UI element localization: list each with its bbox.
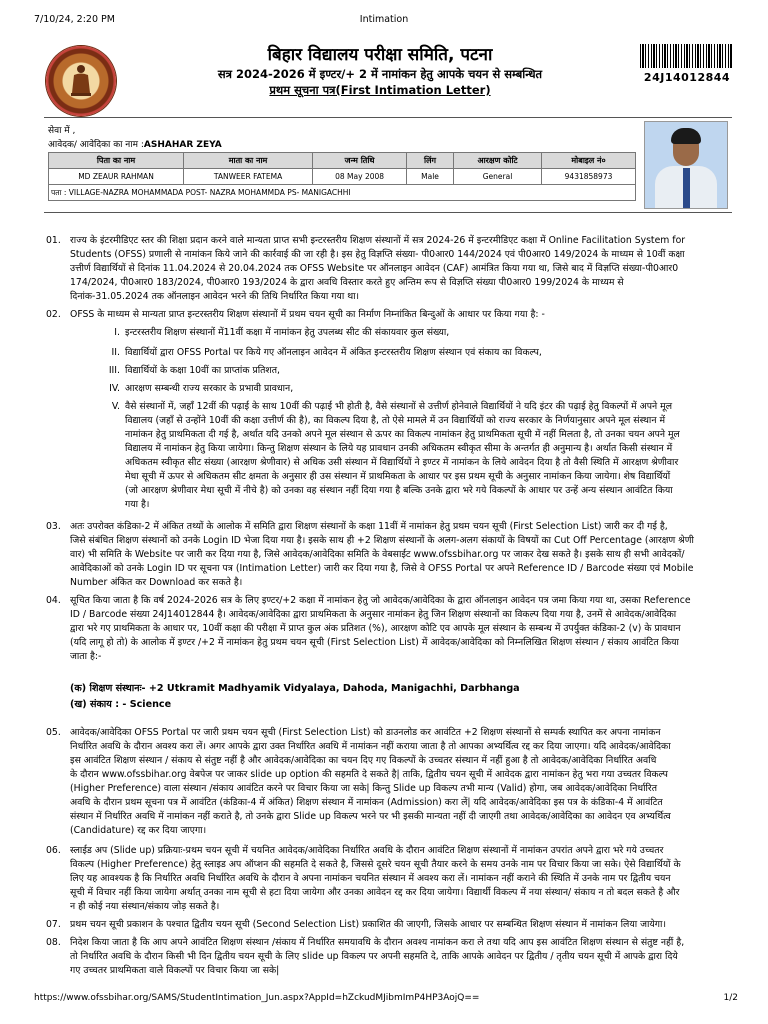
line: वैसे संस्थानों में, जहाँ 12वीं की पढ़ाई के साथ 10वीं की पढ़ाई भी होती है, वैसे संस्थानों से उत्तीर्ण होनेवाले विद्यार्थियों ने यदि इंटर की पढ़ाई हेतु विकल्पों में अपने मूल xyxy=(125,401,673,412)
sub-number: II. xyxy=(111,347,120,358)
date-of-birth: 08 May 2008 xyxy=(313,169,407,185)
header-gender: लिंग xyxy=(407,153,454,169)
line: तो निर्धारित अवधि के दौरान किसी भी दिन द्वितीय चयन सूची के लिए slide up विकल्प पर अपनी सहमति दे, ताकि आपके आवेदन पर द्वितीय / तृतीय चयन सूची में आपके द्वारा दिये xyxy=(70,951,678,962)
letter-title: प्रथम सूचना पत्र(First Intimation Letter) xyxy=(269,83,491,97)
paragraph-08 xyxy=(70,936,730,978)
sub-number: IV. xyxy=(109,383,120,394)
address-row xyxy=(49,185,636,201)
line: वार) भी समिति के Website पर जारी कर दिया गया है, जिसे आवेदक/आवेदिका समिति के वेबसाईट www.ofssbihar.org पर जाकर देख सकते है। इसके साथ ही सभी आवेदकों/ xyxy=(70,549,685,560)
line: आवेदक/आवेदिका OFSS Portal पर जारी प्रथम चयन सूची (First Selection List) को डाउनलोड कर आवंटित +2 शिक्षण संस्थानों से सम्पर्क स्थापित कर अपना नामांकन xyxy=(70,727,661,738)
sub-item-1 xyxy=(125,326,730,340)
para-number: 05. xyxy=(46,727,61,738)
line: जाता है:- xyxy=(70,651,102,662)
header-dob: जन्म तिथि xyxy=(313,153,407,169)
letter-subtitle: सत्र 2024-2026 में इण्टर/+ 2 में नामांकन हेतु आपके चयन से सम्बन्धित xyxy=(217,67,543,81)
paragraph-01 xyxy=(70,234,730,304)
line: अधिकतम स्वीकृत सीट संख्या (आरक्षण श्रेणीवार) से अधिक उसी संस्थान में विद्यार्थियों ने इण्टर में नामांकन के लिये आवेदन दिया है तो वैसी स्थिति में आरक्षण श्रेणीवार xyxy=(125,457,679,468)
divider xyxy=(44,212,732,213)
line: दिनांक-31.05.2024 तक ऑनलाइन आवेदन भरने की तिथि निर्धारित किया गया था। xyxy=(70,291,360,302)
line: प्रथम चयन सूची प्रकाशन के पश्चात द्वितीय चयन सूची (Second Selection List) प्रकाशित की जाएगी, जिसके आधार पर सम्बन्धित शिक्षण संस्थान में नामांकन लिया जायेगा। xyxy=(70,919,666,930)
allotted-faculty: (ख) संकाय : - Science xyxy=(70,699,172,710)
print-header xyxy=(0,14,768,30)
applicant-label: आवेदक/ आवेदिका का नाम : xyxy=(48,140,144,150)
divider xyxy=(44,117,732,118)
address: पता : VILLAGE-NAZRA MOHAMMADA POST- NAZRA MOHAMMDA PS- MANIGACHHI xyxy=(49,185,636,201)
line: ID / Barcode संख्या 24J14012844 है। आवेदक/आवेदिका द्वारा प्राथमिकता के अनुसार नामांकन हेतु जिन शिक्षण संस्थानों का विकल्प दिया गया है, उनमें से आवेदक/आवेदिका xyxy=(70,609,677,620)
print-datetime: 7/10/24, 2:20 PM xyxy=(34,14,115,25)
page-number: 1/2 xyxy=(723,993,738,1003)
salutation: सेवा में , xyxy=(48,126,76,136)
line: विद्यार्थियों द्वारा OFSS Portal पर किये गए ऑनलाइन आवेदन में अंकित इन्टरस्तरीय शिक्षण संस्थान एवं संकाय का विकल्प, xyxy=(125,347,542,358)
applicant-name: ASHAHAR ZEYA xyxy=(143,140,222,150)
line: सूचित किया जाता है कि वर्ष 2024-2026 सत्र के लिए इण्टर/+2 कक्षा में नामांकन हेतु जो आवेदक/आवेदिका के द्वारा ऑनलाइन आवेदन पत्र जमा किया गया था, उसका Reference xyxy=(70,595,691,606)
line: नामांकन हेतु प्राथमिकता दी गई है, अर्थात यदि उनको अपने मूल संस्थान से ऊपर का विकल्प नामांकन हेतु प्राथमिकता सूची में नहीं मिलता है, तो उनका चयन अपने मूल xyxy=(125,429,680,440)
paragraph-03 xyxy=(70,520,730,590)
seal-figure-icon xyxy=(69,63,93,97)
table-row xyxy=(49,169,636,185)
sub-number: I. xyxy=(114,327,120,338)
reservation-category: General xyxy=(453,169,541,185)
line: (Higher Preference) वाला संस्थान /संकाय आवंटित करने पर विचार किया जा सके| किन्तु Slide up विकल्प तभी मान्य (Valid) होगा, जब आवेदक/आवेदिका निर्धारित xyxy=(70,783,658,794)
line: विद्यार्थियों के कक्षा 10वीं का प्राप्तांक प्रतिशत, xyxy=(125,365,281,376)
mobile-number: 9431858973 xyxy=(542,169,636,185)
sub-item-3 xyxy=(125,364,730,378)
line: आवेदिकाओं को उनके Login ID पर सूचना पत्र (Intimation Letter) जारी कर दिया गया है, जिसे वे OFSS Portal पर अपने Reference ID / Barcode संख्या एवं Mobile xyxy=(70,563,694,574)
line: OFSS के माध्यम से मान्यता प्राप्त इन्टरस्तरीय शिक्षण संस्थानों में प्रथम चयन सूची का निर्माण निम्नांकित बिन्दुओं के आधार पर किया गया है: - xyxy=(70,309,545,320)
paragraph-04 xyxy=(70,594,730,664)
line: संस्थान में निर्धारित अवधि में नामांकन नहीं कराते है, तो उनके द्वारा Slide up विकल्प भरने पर भी इसकी मान्यता नहीं दी जाएगी तथा आवेदक/आवेदिका का आवेदन एव अभ्यर्थित्व xyxy=(70,811,671,822)
line: द्वारा भरे गए प्राथमिकता के आधार पर, 10वीं कक्षा की परीक्षा में प्राप्त कुल अंक प्रतिशत (%), आरक्षण कोटि एव आपके मूल संस्थान के सम्बन्ध में उपर्युक्त कंडिका-2 (v) के प्रावधान xyxy=(70,623,681,634)
allotted-institution: (क) शिक्षण संस्थानः- +2 Utkramit Madhyamik Vidyalaya, Dahoda, Manigachhi, Darbhanga xyxy=(70,683,520,694)
sub-item-4 xyxy=(125,382,730,396)
line: सूची में विचार नहीं किया जायेगा अर्थात् उनका नाम सूची से हटा दिया जायेगा और उनका आवेदन रद्द कर दिया जायेगा। विद्यार्थी विकल्प में नया संस्थान/ संकाय न तो बदल सकते है और xyxy=(70,887,680,898)
board-name: बिहार विद्यालय परीक्षा समिति, पटना xyxy=(267,45,493,65)
header-mobile: मोबाइल नं० xyxy=(542,153,636,169)
para-number: 01. xyxy=(46,235,61,246)
paragraph-07 xyxy=(70,918,730,932)
mother-name: TANWEER FATEMA xyxy=(184,169,313,185)
line: (Candidature) रद्द कर दिया जाएगा। xyxy=(70,825,207,836)
paragraph-02 xyxy=(70,308,730,322)
line: निदेश किया जाता है कि आप अपने आवंटित शिक्षण संस्थान /संकाय में निर्धारित समयावधि के दौरान अवश्य नामांकन करा ले तथा यदि आप इस आवंटित शिक्षण संस्थान से संतुष्ट नहीं है, xyxy=(70,937,685,948)
line: (यदि लागू हो तो) के आलोक में इण्टर /+2 में नामांकन हेतु प्रथम चयन सूची (First Selection List) में आवेदक/आवेदिका को निम्नलिखित शिक्षण संस्थान / संकाय आवंटित किया xyxy=(70,637,679,648)
para-number: 06. xyxy=(46,845,61,856)
sub-item-2 xyxy=(125,346,730,360)
line: मेधा सूची में ऊपर से अधिकतम सीट क्षमता के अनुसार ही उस संस्थान में प्राथमिकता के आधार पर इस प्रथम सूची के अनुसार नामांकन किया जायेगा। शेष विद्यार्थियों xyxy=(125,471,671,482)
para-number: 08. xyxy=(46,937,61,948)
line: राज्य के इंटरमीडिएट स्तर की शिक्षा प्रदान करने वाले मान्यता प्राप्त सभी इन्टरस्तरीय शिक्षण संस्थानों में सत्र 2024-26 में इन्टरमीडिएट कक्षा में Online Facilitation System for xyxy=(70,235,686,246)
para-number: 07. xyxy=(46,919,61,930)
line: उत्तीर्ण विद्यार्थियों से दिनांक 11.04.2024 से 20.04.2024 तक OFSS Website पर ऑनलाइन आवेदन (CAF) आमंत्रित किया गया था, जिसे बाद में विज्ञप्ति संख्या-पी0आर0 xyxy=(70,263,679,274)
line: के दौरान www.ofssbihar.org वेबपेज पर जाकर slide up option की सहमति दे सकते है| ताकि, द्वितीय चयन सूची में आवेदक द्वारा नामांकन हेतु भरा गया उच्चतर विकल्प xyxy=(70,769,668,780)
gender: Male xyxy=(407,169,454,185)
line: इन्टरस्तरीय शिक्षण संस्थानों में11वीं कक्षा में नामांकन हेतु उपलब्ध सीट की संकायवार कुल संख्या, xyxy=(125,327,450,338)
applicant-photo xyxy=(644,121,728,209)
line: निर्धारित अवधि के दौरान अवश्य करा लें। अगर आपके द्वारा उक्त निर्धारित अवधि में नामांकन नहीं कराया जाता है तो आपका अभ्यर्थित्व रद्द कर दिया जाएगा। यदि आवेदक/आवेदिका xyxy=(70,741,671,752)
line: आरक्षण सम्बन्धी राज्य सरकार के प्रभावी प्रावधान, xyxy=(125,383,294,394)
line: Number अंकित कर Download कर सकते है। xyxy=(70,577,243,588)
reference-id: 24J14012844 xyxy=(643,71,731,84)
line: (जो आरक्षण श्रेणीवार मेधा सूची में नीचे है) को उनका वह संस्थान नहीं दिया गया है बल्कि उनके द्वारा भरे गये विकल्पों के आधार पर उन्हें अन्य संस्थान आवंटित किया xyxy=(125,485,673,496)
line: विद्यालय (जहाँ से उन्होंने 10वीं की कक्षा उत्तीर्ण की है), का विकल्प दिया है, तो ऐसे मामले में उन विद्यार्थियों को राज्य सरकार के निर्णयानुसार अपने मूल संस्थान में xyxy=(125,415,666,426)
sub-number: V. xyxy=(111,401,120,412)
para-number: 04. xyxy=(46,595,61,606)
header-category: आरक्षण कोटि xyxy=(453,153,541,169)
line: जिसे संबंधित शिक्षण संस्थानों को उनके Login ID भेजा दिया गया है। इसके साथ ही +2 शिक्षण संस्थानों के अलग-अलग संकायों के विषयों का Cut Off Percentage (आरक्षण श्रेणी xyxy=(70,535,694,546)
sub-item-5 xyxy=(125,400,730,512)
line: अतः उपरोक्त कंडिका-2 में अंकित तथ्यों के आलोक में समिति द्वारा शिक्षण संस्थानों के कक्षा 11वीं में नामांकन हेतु प्रथम चयन सूची (First Selection List) जारी कर दी गई है, xyxy=(70,521,668,532)
letter-header xyxy=(140,44,620,98)
print-footer xyxy=(0,993,768,1007)
line: विकल्प (Higher Preference) हेतु स्लाइड अप ऑप्शन की सहमति दे सकते है, जिससे दूसरे चयन सूची तैयार करने के समय उनके नाम पर विचार किया जा सके। ऐसे विद्यार्थियों के xyxy=(70,859,681,870)
para-number: 02. xyxy=(46,309,61,320)
line: Students (OFSS) प्रणाली से नामांकन किये जाने की कार्रवाई की जा रही है। इस हेतु विज्ञप्ति संख्या- पी0आर0 144/2024 एवं पी0आर0 149/2024 के माध्यम से 10वीं कक्षा xyxy=(70,249,685,260)
applicant-name-line xyxy=(48,137,222,150)
line: अवधि के दौरान प्रथम सूचना पत्र में आवंटित (कंडिका-4 में अंकित) शिक्षण संस्थान में नामांकन (Admission) करा लें| यदि आवेदक/आवेदिका इस पत्र के कंडिका-4 में आवंटित xyxy=(70,797,663,808)
print-title: Intimation xyxy=(359,14,409,25)
page-url: https://www.ofssbihar.org/SAMS/StudentIntimation_Jun.aspx?AppId=hZckudMJibmImP4HP3AojQ== xyxy=(34,993,480,1003)
sub-number: III. xyxy=(108,365,120,376)
paragraph-05 xyxy=(70,726,730,838)
barcode-image xyxy=(640,44,732,68)
paragraph-06 xyxy=(70,844,730,914)
father-name: MD ZEAUR RAHMAN xyxy=(49,169,184,185)
line: स्लाईड अप (Slide up) प्रक्रियाः-प्रथम चयन सूची में चयनित आवेदक/आवेदिका निर्धारित अवधि के दौरान आवंटित शिक्षण संस्थानों में नामांकन उपरांत अपने द्वारा भरे गये उच्चतर xyxy=(70,845,664,856)
para-number: 03. xyxy=(46,521,61,532)
applicant-details-table xyxy=(48,152,636,201)
header-father: पिता का नाम xyxy=(49,153,184,169)
line: गया है। xyxy=(125,499,150,510)
line: विद्यालय में नामांकन हेतु किया जायेगा। किन्तु शिक्षण संस्थान के लिये यह प्रावधान उनकी अधिकतम स्वीकृत सीमा के अन्तर्गत ही अनुमान्य है। अर्थात किसी संस्थान में xyxy=(125,443,673,454)
line: न ही कोई नया संस्थान/संकाय जोड़ सकते है। xyxy=(70,901,220,912)
line: गए उच्चतर प्राथमिकता वाले विकल्पों पर विचार किया जा सके| xyxy=(70,965,280,976)
line: 174/2024, पी0आर0 183/2024, पी0आर0 193/2024 के द्वारा अवधि विस्तार करते हुए अन्तिम रूप से विज्ञप्ति संख्या पी0आर0 199/2024 के माध्यम से xyxy=(70,277,624,288)
line: लिए यह आवश्यक है कि निर्धारित अवधि निर्धारित अवधि के दौरान वे अपना नामांकन चयनित संस्थान में अवश्य करा लें। नामांकन नहीं कराने की स्थिति में उनके नाम पर द्वितीय चयन xyxy=(70,873,671,884)
table-header-row xyxy=(49,153,636,169)
line: इस आवंटित शिक्षण संस्थान / संकाय से संतुष्ट नहीं है और आवेदक/आवेदिका का चयन दिए गए विकल्पों के उच्चतर संस्थान में नहीं हुआ है तो आवेदक/आवेदिका निर्धारित अवधि xyxy=(70,755,657,766)
header-mother: माता का नाम xyxy=(184,153,313,169)
